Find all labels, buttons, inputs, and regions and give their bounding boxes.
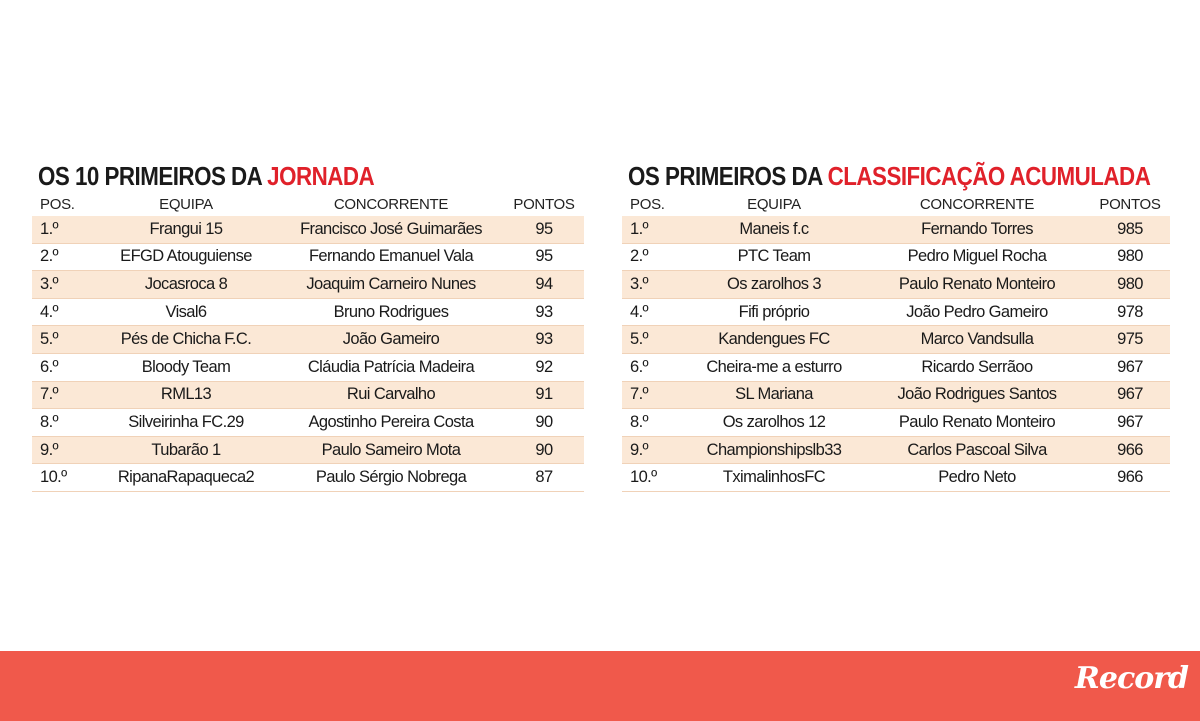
table-row — [32, 326, 584, 354]
pontos-cell: 95 — [535, 219, 553, 238]
concorrente-header: CONCORRENTE — [919, 195, 1035, 213]
acumulada-title-main: OS PRIMEIROS DA — [628, 161, 828, 191]
table-row — [622, 353, 1170, 381]
acumulada-header-row — [622, 192, 1170, 216]
jornada-title-main: OS 10 PRIMEIROS DA — [38, 161, 268, 191]
concorrente-cell: João Pedro Gameiro — [906, 302, 1048, 321]
concorrente-cell: Ricardo Serrãoo — [921, 357, 1033, 376]
jornada-rows — [32, 216, 584, 491]
pontos-cell: 967 — [1117, 412, 1143, 431]
acumulada-rows — [622, 216, 1170, 491]
record-logo[interactable]: Record — [1074, 661, 1188, 696]
jornada-table — [32, 192, 584, 492]
pontos-cell: 92 — [535, 357, 553, 376]
concorrente-cell: Pedro Miguel Rocha — [907, 247, 1047, 266]
jornada-title — [38, 160, 508, 192]
table-row — [622, 464, 1170, 492]
equipa-cell: Tubarão 1 — [151, 440, 221, 459]
table-row — [32, 436, 584, 464]
pontos-cell: 93 — [535, 302, 553, 321]
pontos-header: PONTOS — [1099, 195, 1161, 213]
pos-header: POS. — [630, 195, 665, 213]
concorrente-cell: Cláudia Patrícia Madeira — [307, 357, 475, 376]
table-row — [32, 381, 584, 409]
equipa-cell: Bloody Team — [141, 357, 231, 376]
pos-cell: 5.º — [630, 330, 648, 349]
equipa-cell: Jocasroca 8 — [144, 274, 228, 293]
equipa-cell: SL Mariana — [735, 385, 813, 404]
pontos-header: PONTOS — [513, 195, 575, 213]
table-row — [32, 298, 584, 326]
concorrente-cell: Carlos Pascoal Silva — [907, 440, 1047, 459]
equipa-cell: Silveirinha FC.29 — [128, 412, 244, 431]
equipa-cell: Visal6 — [165, 302, 207, 321]
pontos-cell: 980 — [1117, 247, 1143, 266]
pos-cell: 1.º — [40, 219, 58, 238]
equipa-header: EQUIPA — [747, 195, 801, 213]
equipa-cell: RML13 — [160, 385, 212, 404]
acumulada-table — [622, 192, 1170, 492]
pos-cell: 10.º — [40, 468, 67, 487]
table-row — [622, 243, 1170, 271]
equipa-cell: EFGD Atouguiense — [120, 247, 252, 266]
concorrente-cell: Paulo Renato Monteiro — [898, 274, 1056, 293]
table-row — [32, 216, 584, 243]
concorrente-cell: Paulo Renato Monteiro — [898, 412, 1056, 431]
table-row — [622, 409, 1170, 437]
equipa-cell: PTC Team — [737, 247, 811, 266]
equipa-cell: Maneis f.c — [739, 219, 809, 238]
acumulada-title — [628, 160, 1151, 192]
pontos-cell: 978 — [1117, 302, 1143, 321]
pos-header: POS. — [40, 195, 75, 213]
table-row — [622, 271, 1170, 299]
pos-cell: 9.º — [630, 440, 648, 459]
concorrente-header: CONCORRENTE — [333, 195, 449, 213]
concorrente-cell: Pedro Neto — [938, 468, 1016, 487]
concorrente-cell: Bruno Rodrigues — [333, 302, 449, 321]
pos-cell: 9.º — [40, 440, 58, 459]
pontos-cell: 93 — [535, 330, 553, 349]
pontos-cell: 966 — [1117, 440, 1143, 459]
pontos-cell: 985 — [1117, 219, 1143, 238]
pos-cell: 10.º — [630, 468, 657, 487]
concorrente-cell: João Gameiro — [342, 330, 440, 349]
equipa-cell: Frangui 15 — [149, 219, 223, 238]
pos-cell: 3.º — [40, 274, 58, 293]
pontos-cell: 975 — [1117, 330, 1143, 349]
equipa-cell: Os zarolhos 3 — [727, 274, 821, 293]
pos-cell: 5.º — [40, 330, 58, 349]
footer-bar — [0, 651, 1200, 721]
pontos-cell: 91 — [535, 385, 553, 404]
pos-cell: 6.º — [630, 357, 648, 376]
pos-cell: 2.º — [40, 247, 58, 266]
pos-cell: 4.º — [40, 302, 58, 321]
concorrente-cell: Fernando Emanuel Vala — [308, 247, 474, 266]
concorrente-cell: Francisco José Guimarães — [300, 219, 482, 238]
table-row — [622, 326, 1170, 354]
jornada-header-row — [32, 192, 584, 216]
jornada-title-accent: JORNADA — [267, 161, 375, 191]
pos-cell: 4.º — [630, 302, 648, 321]
pontos-cell: 90 — [535, 412, 553, 431]
concorrente-cell: Joaquim Carneiro Nunes — [306, 274, 476, 293]
equipa-cell: Championshipslb33 — [706, 440, 842, 459]
equipa-cell: Kandengues FC — [718, 330, 830, 349]
equipa-cell: RipanaRapaqueca2 — [117, 468, 255, 487]
equipa-cell: TximalinhosFC — [722, 468, 826, 487]
pontos-cell: 980 — [1117, 274, 1143, 293]
pontos-cell: 967 — [1117, 385, 1143, 404]
concorrente-cell: Marco Vandsulla — [920, 330, 1034, 349]
concorrente-cell: Paulo Sameiro Mota — [321, 440, 461, 459]
pos-cell: 8.º — [40, 412, 58, 431]
table-row — [32, 243, 584, 271]
equipa-header: EQUIPA — [159, 195, 213, 213]
table-row — [622, 436, 1170, 464]
table-row — [32, 271, 584, 299]
pontos-cell: 94 — [535, 274, 553, 293]
equipa-cell: Pés de Chicha F.C. — [120, 330, 252, 349]
table-row — [32, 464, 584, 492]
pontos-cell: 90 — [535, 440, 553, 459]
table-row — [622, 216, 1170, 243]
pos-cell: 7.º — [40, 385, 58, 404]
pontos-cell: 95 — [535, 247, 553, 266]
pos-cell: 2.º — [630, 247, 648, 266]
table-row — [32, 409, 584, 437]
pos-cell: 8.º — [630, 412, 648, 431]
pos-cell: 3.º — [630, 274, 648, 293]
concorrente-cell: João Rodrigues Santos — [897, 385, 1057, 404]
acumulada-title-accent: CLASSIFICAÇÃO ACUMULADA — [827, 161, 1151, 191]
pos-cell: 6.º — [40, 357, 58, 376]
pontos-cell: 967 — [1117, 357, 1143, 376]
table-row — [32, 353, 584, 381]
equipa-cell: Cheira-me a esturro — [706, 357, 842, 376]
equipa-cell: Os zarolhos 12 — [722, 412, 826, 431]
jornada-panel — [32, 160, 584, 492]
concorrente-cell: Rui Carvalho — [346, 385, 436, 404]
table-row — [622, 298, 1170, 326]
acumulada-panel — [622, 160, 1170, 492]
concorrente-cell: Paulo Sérgio Nobrega — [315, 468, 467, 487]
table-row — [622, 381, 1170, 409]
concorrente-cell: Fernando Torres — [921, 219, 1033, 238]
concorrente-cell: Agostinho Pereira Costa — [308, 412, 474, 431]
pos-cell: 7.º — [630, 385, 648, 404]
pontos-cell: 966 — [1117, 468, 1143, 487]
pontos-cell: 87 — [535, 468, 553, 487]
pos-cell: 1.º — [630, 219, 648, 238]
equipa-cell: Fifi próprio — [738, 302, 810, 321]
